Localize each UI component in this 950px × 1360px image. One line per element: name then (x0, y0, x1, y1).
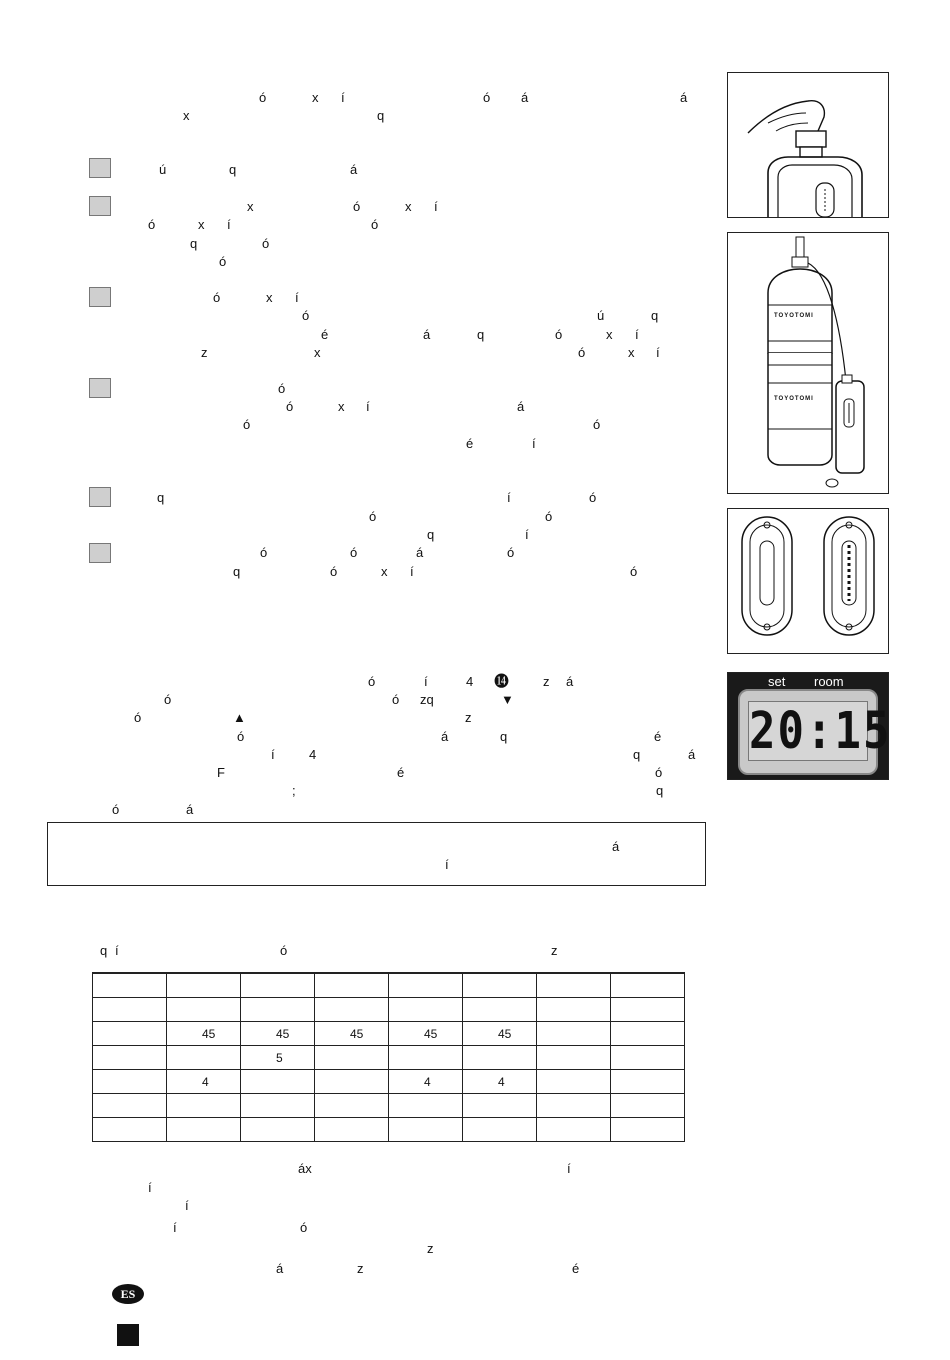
text-fragment: í (341, 90, 345, 105)
text-fragment: q (100, 943, 108, 958)
text-fragment: 4 (466, 674, 474, 689)
text-fragment: í (410, 564, 414, 579)
table-cell (389, 1118, 463, 1142)
text-fragment: z (465, 710, 472, 725)
text-fragment: í (567, 1161, 571, 1176)
text-fragment: x (183, 108, 190, 123)
text-fragment: ó (555, 327, 563, 342)
text-fragment: ó (112, 802, 120, 817)
table-cell: 4 (463, 1070, 537, 1094)
text-fragment: zq (420, 692, 434, 707)
table-row (93, 1022, 685, 1046)
text-fragment: ó (593, 417, 601, 432)
text-fragment: ó (392, 692, 400, 707)
text-fragment: í (507, 490, 511, 505)
illustration-tank-cap (727, 72, 889, 218)
text-fragment: x (314, 345, 321, 360)
text-fragment: ó (545, 509, 553, 524)
table-row (93, 1070, 685, 1094)
text-fragment: ó (330, 564, 338, 579)
text-fragment: í (525, 527, 529, 542)
table-cell: 45 (315, 1022, 389, 1046)
table-cell (315, 973, 389, 998)
language-badge: ES (112, 1284, 144, 1304)
text-fragment: ó (630, 564, 638, 579)
table-cell (93, 1118, 167, 1142)
text-fragment: é (654, 729, 662, 744)
table-cell (389, 973, 463, 998)
text-fragment: í (366, 399, 370, 414)
lcd-time-readout: 20:15 (749, 702, 892, 761)
table-row (93, 1118, 685, 1142)
table-cell (463, 1118, 537, 1142)
table-cell (241, 1118, 315, 1142)
text-fragment: z (427, 1241, 434, 1256)
text-fragment: í (424, 674, 428, 689)
illustration-bottles-siphon (727, 232, 889, 494)
text-fragment: í (271, 747, 275, 762)
step-box-1 (89, 158, 111, 178)
table-cell: 45 (167, 1022, 241, 1046)
text-fragment: x (198, 217, 205, 232)
table-cell: 4 (389, 1070, 463, 1094)
text-fragment: q (157, 490, 165, 505)
text-fragment: ó (368, 674, 376, 689)
text-fragment: ó (589, 490, 597, 505)
text-fragment: ó (300, 1220, 308, 1235)
table-cell (93, 998, 167, 1022)
table-row (93, 1094, 685, 1118)
text-fragment: ó (280, 943, 288, 958)
text-fragment: áx (298, 1161, 312, 1176)
text-fragment: á (688, 747, 696, 762)
table-cell (315, 1046, 389, 1070)
text-fragment: í (115, 943, 119, 958)
text-fragment: z (543, 674, 550, 689)
text-fragment: á (186, 802, 194, 817)
text-fragment: é (466, 436, 474, 451)
text-fragment: q (633, 747, 641, 762)
text-fragment: q (500, 729, 508, 744)
text-fragment: ; (292, 783, 296, 798)
text-fragment: í (434, 199, 438, 214)
step-box-3 (89, 287, 111, 307)
text-fragment: ó (148, 217, 156, 232)
text-fragment: ú (597, 308, 605, 323)
text-fragment: ó (213, 290, 221, 305)
table-cell (389, 1046, 463, 1070)
table-cell: 5 (241, 1046, 315, 1070)
text-fragment: í (635, 327, 639, 342)
text-fragment: á (566, 674, 574, 689)
text-fragment: z (551, 943, 558, 958)
table-cell (537, 1070, 611, 1094)
data-table (92, 972, 685, 1142)
text-fragment: x (266, 290, 273, 305)
text-fragment: x (312, 90, 319, 105)
text-fragment: z (201, 345, 208, 360)
text-fragment: 4 (309, 747, 317, 762)
table-cell (463, 1094, 537, 1118)
text-fragment: á (521, 90, 529, 105)
table-cell (93, 1070, 167, 1094)
text-fragment: í (148, 1180, 152, 1195)
table-cell (241, 998, 315, 1022)
table-row (93, 998, 685, 1022)
lcd-screen (738, 689, 892, 775)
text-fragment: ó (369, 509, 377, 524)
text-fragment: q (190, 236, 198, 251)
table-cell (611, 1070, 685, 1094)
table-cell (167, 1046, 241, 1070)
table-cell (167, 1094, 241, 1118)
table-cell (537, 998, 611, 1022)
text-fragment: ó (243, 417, 251, 432)
text-fragment: í (185, 1198, 189, 1213)
text-fragment: x (405, 199, 412, 214)
table-cell (537, 1118, 611, 1142)
text-fragment: q (651, 308, 659, 323)
text-fragment: ó (134, 710, 142, 725)
text-fragment: é (321, 327, 329, 342)
text-fragment: ó (578, 345, 586, 360)
text-fragment: á (276, 1261, 284, 1276)
text-fragment: á (517, 399, 525, 414)
text-fragment: ó (219, 254, 227, 269)
table-row (93, 1046, 685, 1070)
table-cell (93, 1046, 167, 1070)
table-cell (167, 998, 241, 1022)
table-cell (315, 998, 389, 1022)
text-fragment: q (377, 108, 385, 123)
text-fragment: ó (655, 765, 663, 780)
text-fragment: q (233, 564, 241, 579)
table-cell (93, 1094, 167, 1118)
table-cell (463, 1046, 537, 1070)
text-fragment: q (229, 162, 237, 177)
text-fragment: á (350, 162, 358, 177)
text-fragment: ó (260, 545, 268, 560)
text-fragment: q (656, 783, 664, 798)
text-fragment: í (445, 857, 449, 872)
table-cell (167, 1118, 241, 1142)
text-fragment: z (357, 1261, 364, 1276)
table-cell (389, 998, 463, 1022)
table-cell (611, 1046, 685, 1070)
text-fragment: ó (371, 217, 379, 232)
table-row (93, 973, 685, 998)
table-cell (315, 1118, 389, 1142)
text-fragment: ó (302, 308, 310, 323)
triangle-up-icon: ▲ (233, 710, 246, 725)
table-cell (611, 1118, 685, 1142)
step-box-4 (89, 378, 111, 398)
table-cell (389, 1094, 463, 1118)
text-fragment: ó (262, 236, 270, 251)
page-marker-square (117, 1324, 139, 1346)
table-cell (167, 973, 241, 998)
step-box-5 (89, 487, 111, 507)
step-box-2 (89, 196, 111, 216)
lcd-label-room: room (814, 674, 844, 689)
lcd-display (727, 672, 892, 780)
table-cell (537, 1094, 611, 1118)
text-fragment: F (217, 765, 225, 780)
notice-box (47, 822, 706, 886)
text-fragment: ó (237, 729, 245, 744)
table-cell (463, 998, 537, 1022)
text-fragment: á (423, 327, 431, 342)
text-fragment: x (381, 564, 388, 579)
table-cell (611, 1022, 685, 1046)
text-fragment: ó (278, 381, 286, 396)
text-fragment: í (295, 290, 299, 305)
text-fragment: í (532, 436, 536, 451)
text-fragment: í (227, 217, 231, 232)
text-fragment: q (427, 527, 435, 542)
table-cell (93, 1022, 167, 1046)
lcd-label-set: set (768, 674, 786, 689)
circled-14-icon: ⓮ (494, 673, 510, 690)
text-fragment: é (572, 1261, 580, 1276)
text-fragment: á (680, 90, 688, 105)
text-fragment: í (173, 1220, 177, 1235)
text-fragment: x (606, 327, 613, 342)
illustration-fuel-gauges (727, 508, 889, 654)
text-fragment: ú (159, 162, 167, 177)
triangle-down-icon: ▼ (501, 692, 514, 707)
bottle-brand-label: TOYOTOMI (774, 396, 814, 402)
bottle-brand-label: TOYOTOMI (774, 313, 814, 319)
table-cell: 45 (241, 1022, 315, 1046)
text-fragment: á (612, 839, 620, 854)
text-fragment: ó (350, 545, 358, 560)
table-cell (315, 1070, 389, 1094)
text-fragment: x (247, 199, 254, 214)
table-cell: 45 (389, 1022, 463, 1046)
text-fragment: í (656, 345, 660, 360)
table-cell: 45 (463, 1022, 537, 1046)
table-cell (537, 1022, 611, 1046)
table-cell (93, 973, 167, 998)
table-cell (315, 1094, 389, 1118)
table-cell (463, 973, 537, 998)
table-cell (611, 998, 685, 1022)
text-fragment: é (397, 765, 405, 780)
table-cell (537, 973, 611, 998)
table-cell (241, 1094, 315, 1118)
text-fragment: x (338, 399, 345, 414)
text-fragment: q (477, 327, 485, 342)
text-fragment: á (416, 545, 424, 560)
table-cell (241, 1070, 315, 1094)
text-fragment: ó (483, 90, 491, 105)
table-cell (537, 1046, 611, 1070)
text-fragment: ó (286, 399, 294, 414)
step-box-6 (89, 543, 111, 563)
text-fragment: ó (164, 692, 172, 707)
table-cell (241, 973, 315, 998)
text-fragment: á (441, 729, 449, 744)
text-fragment: ó (259, 90, 267, 105)
table-cell (611, 973, 685, 998)
table-cell (611, 1094, 685, 1118)
text-fragment: ó (507, 545, 515, 560)
text-fragment: ó (353, 199, 361, 214)
table-cell: 4 (167, 1070, 241, 1094)
text-fragment: x (628, 345, 635, 360)
